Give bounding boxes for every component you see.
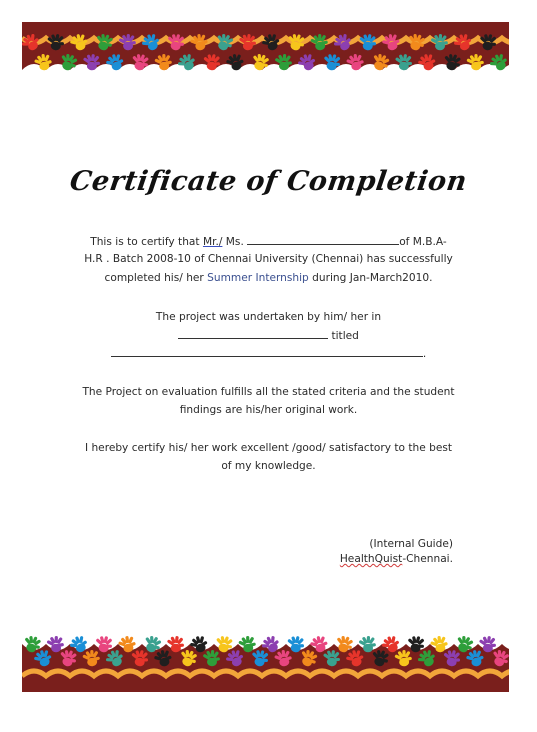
signature-role: (Internal Guide)	[369, 538, 453, 550]
signature-organisation: HealthQuist-Chennai.	[339, 553, 453, 565]
bottom-handprint-border	[22, 636, 509, 692]
certificate-title: Certificate of Completion	[67, 166, 470, 197]
para2-line2: titled	[60, 328, 477, 343]
para3-line1: The Project on evaluation fulfills all the stated criteria and the student	[82, 386, 455, 398]
para4-line1: I hereby certify his/ her work excellent /good/ satisfactory to the best	[84, 442, 453, 454]
para1-line2: H.R . Batch 2008-10 of Chennai University (Chennai) has successfully	[84, 253, 453, 265]
name-blank	[247, 234, 399, 245]
project-title-blank	[111, 346, 423, 357]
handprint-pattern-top	[22, 22, 509, 78]
para3-line2: findings are his/her original work.	[179, 404, 358, 416]
para2-line3: .	[60, 346, 477, 361]
internship-text: Summer Internship	[207, 272, 309, 284]
para1-line1: This is to certify that Mr./ Ms. of M.B.A-	[90, 236, 447, 248]
para2-line1: The project was undertaken by him/ her in	[155, 311, 382, 323]
top-handprint-border	[22, 22, 509, 78]
handprint-pattern-bottom	[22, 636, 509, 692]
para4-line2: of my knowledge.	[221, 460, 316, 472]
para1-line3: completed his/ her Summer Internship during Jan-March2010.	[104, 272, 433, 284]
organisation-blank	[178, 328, 328, 339]
